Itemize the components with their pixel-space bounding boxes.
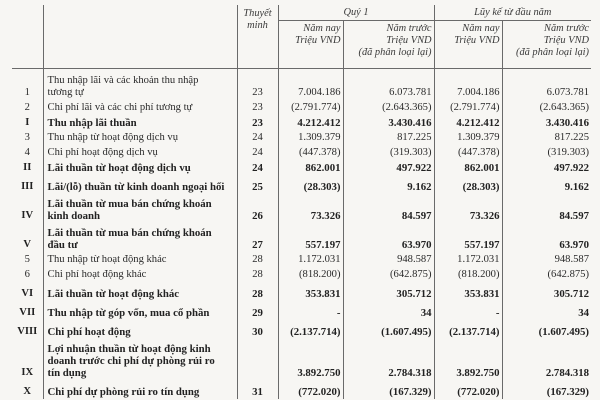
row-description xyxy=(43,252,237,267)
q1-current-value: (818.200) xyxy=(278,267,343,282)
ytd-current-value: 557.197 xyxy=(434,223,502,252)
ytd-current-value: - xyxy=(434,301,502,320)
ytd-previous-value: 9.162 xyxy=(564,181,590,193)
header-number-cell xyxy=(12,5,43,69)
ytd-current-value: (447.378) xyxy=(434,145,502,160)
q1-previous-value: (642.875) xyxy=(343,267,434,282)
q1-current-value: 4.212.412 xyxy=(278,115,343,130)
ytd-previous-value: 497.922 xyxy=(553,162,590,174)
row-description xyxy=(43,223,237,252)
row-note-ref: 26 xyxy=(237,194,278,223)
table-row xyxy=(12,69,591,101)
header-q1-current xyxy=(278,21,343,69)
ytd-current-value: 1.309.379 xyxy=(434,130,502,145)
q1-current-value: 73.326 xyxy=(278,194,343,223)
row-description xyxy=(43,69,237,101)
q1-previous-value: 34 xyxy=(343,301,434,320)
row-note-ref: 29 xyxy=(237,301,278,320)
row-number: 5 xyxy=(12,252,43,267)
row-note-ref: 28 xyxy=(237,252,278,267)
row-description xyxy=(43,115,237,130)
table-row xyxy=(12,301,591,320)
row-number: I xyxy=(12,115,43,130)
ytd-previous-value: 817.225 xyxy=(554,132,590,143)
row-number: IX xyxy=(12,339,43,380)
row-number: X xyxy=(12,380,43,399)
row-note-ref: 23 xyxy=(237,69,278,101)
ytd-current-value: (2.137.714) xyxy=(434,320,502,339)
row-description xyxy=(43,339,237,380)
row-note-ref: 28 xyxy=(237,267,278,282)
row-note-ref: 27 xyxy=(237,223,278,252)
row-description-line: Chi phí dự phòng rủi ro tín dụng xyxy=(47,386,200,398)
header-ytd-current xyxy=(434,21,502,69)
q1-previous-value: (167.329) xyxy=(343,380,434,399)
income-statement-table xyxy=(12,5,591,399)
ytd-current-value: 353.831 xyxy=(434,282,502,301)
ytd-current-value: 73.326 xyxy=(434,194,502,223)
row-note-ref: 24 xyxy=(237,130,278,145)
header-group-q1: Quý 1 xyxy=(278,5,434,21)
row-description xyxy=(43,100,237,115)
ytd-previous-value: (2.643.365) xyxy=(539,102,590,113)
ytd-previous-value: 6.073.781 xyxy=(546,87,590,98)
q1-previous-value: 817.225 xyxy=(343,130,434,145)
q1-current-value: (772.020) xyxy=(278,380,343,399)
row-description-line: Lợi nhuận thuần từ hoạt động kinh xyxy=(47,343,211,355)
row-description-line: Lãi thuần từ hoạt động khác xyxy=(47,288,180,300)
q1-previous-value: 948.587 xyxy=(343,252,434,267)
ytd-current-value: (818.200) xyxy=(434,267,502,282)
ytd-previous-value: (167.329) xyxy=(546,386,590,398)
table-body xyxy=(12,69,591,400)
table-row xyxy=(12,145,591,160)
row-number: II xyxy=(12,160,43,175)
row-description-line: kinh doanh xyxy=(47,210,101,222)
table-row xyxy=(12,100,591,115)
row-description-line: Thu nhập từ góp vốn, mua cổ phần xyxy=(47,307,210,319)
row-number: III xyxy=(12,175,43,194)
q1-current-value: 353.831 xyxy=(278,282,343,301)
header-ytd-current-unit: Triệu VND xyxy=(454,35,500,46)
q1-current-value: (2.791.774) xyxy=(278,100,343,115)
header-ytd-previous xyxy=(502,21,591,69)
row-description-line: Chi phí hoạt động khác xyxy=(47,269,147,280)
row-note-ref: 23 xyxy=(237,100,278,115)
row-description-line: Chi phí hoạt động dịch vụ xyxy=(47,147,158,158)
row-note-ref: 24 xyxy=(237,145,278,160)
row-description-line: tín dụng xyxy=(47,367,87,379)
row-description-line: Thu nhập từ hoạt động dịch vụ xyxy=(47,132,178,143)
row-description xyxy=(43,267,237,282)
header-ytd-previous-year: Năm trước xyxy=(544,23,590,34)
table-row xyxy=(12,223,591,252)
header-note-label: Thuyết minh xyxy=(243,8,272,31)
q1-current-value: - xyxy=(278,301,343,320)
row-description-line: Thu nhập lãi và các khoản thu nhập xyxy=(47,75,199,86)
q1-current-value: 7.004.186 xyxy=(278,69,343,101)
header-q1-previous-year: Năm trước xyxy=(386,23,432,34)
row-description xyxy=(43,160,237,175)
q1-previous-value: 3.430.416 xyxy=(343,115,434,130)
ytd-previous-value: 305.712 xyxy=(553,288,590,300)
ytd-previous-value: 2.784.318 xyxy=(545,367,590,379)
table-row xyxy=(12,194,591,223)
ytd-previous-value: 948.587 xyxy=(554,254,590,265)
header-ytd-previous-note: (đã phân loại lại) xyxy=(515,47,590,58)
q1-previous-value: 2.784.318 xyxy=(343,339,434,380)
q1-current-value: (447.378) xyxy=(278,145,343,160)
ytd-current-value: 862.001 xyxy=(434,160,502,175)
table-row xyxy=(12,175,591,194)
table-row xyxy=(12,115,591,130)
row-description xyxy=(43,282,237,301)
row-description-line: Thu nhập từ hoạt động khác xyxy=(47,254,167,265)
row-description-line: tương tự xyxy=(47,87,84,98)
ytd-previous-value: 3.430.416 xyxy=(545,117,590,129)
row-description-line: Thu nhập lãi thuần xyxy=(47,117,137,129)
table-row xyxy=(12,160,591,175)
q1-current-value: 862.001 xyxy=(278,160,343,175)
header-q1-current-year: Năm nay xyxy=(303,23,341,34)
header-note xyxy=(237,5,278,69)
row-description xyxy=(43,175,237,194)
q1-previous-value: 84.597 xyxy=(343,194,434,223)
header-ytd-previous-unit: Triệu VND xyxy=(543,35,590,46)
ytd-current-value: 4.212.412 xyxy=(434,115,502,130)
row-description xyxy=(43,130,237,145)
row-number: VIII xyxy=(12,320,43,339)
table-row xyxy=(12,130,591,145)
q1-previous-value: (1.607.495) xyxy=(343,320,434,339)
ytd-current-value: (772.020) xyxy=(434,380,502,399)
row-description xyxy=(43,380,237,399)
table-row xyxy=(12,252,591,267)
q1-current-value: 557.197 xyxy=(278,223,343,252)
row-note-ref: 25 xyxy=(237,175,278,194)
ytd-previous-value: 63.970 xyxy=(559,239,590,251)
ytd-previous-value: (642.875) xyxy=(547,269,590,280)
row-number: 3 xyxy=(12,130,43,145)
row-number: V xyxy=(12,223,43,252)
row-description-line: Lãi thuần từ mua bán chứng khoán xyxy=(47,227,212,239)
row-description-line: đầu tư xyxy=(47,239,78,251)
row-number: VII xyxy=(12,301,43,320)
row-note-ref: 30 xyxy=(237,320,278,339)
row-note-ref: 23 xyxy=(237,115,278,130)
row-description-line: Lãi/(lỗ) thuần từ kinh doanh ngoại hối xyxy=(47,181,225,193)
header-q1-current-unit: Triệu VND xyxy=(295,35,341,46)
ytd-current-value: (28.303) xyxy=(434,175,502,194)
ytd-previous-value: (1.607.495) xyxy=(538,326,590,338)
row-description xyxy=(43,320,237,339)
q1-previous-value: 6.073.781 xyxy=(343,69,434,101)
header-description-cell xyxy=(43,5,237,69)
row-note-ref: 28 xyxy=(237,282,278,301)
q1-current-value: (2.137.714) xyxy=(278,320,343,339)
header-ytd-current-year: Năm nay xyxy=(462,23,500,34)
header-q1-previous-unit: Triệu VND xyxy=(386,35,432,46)
row-description-line: Lãi thuần từ hoạt động dịch vụ xyxy=(47,162,191,174)
row-number: 6 xyxy=(12,267,43,282)
ytd-current-value: 3.892.750 xyxy=(434,339,502,380)
ytd-current-value: (2.791.774) xyxy=(434,100,502,115)
row-number: VI xyxy=(12,282,43,301)
q1-previous-value: 305.712 xyxy=(343,282,434,301)
q1-current-value: 3.892.750 xyxy=(278,339,343,380)
table-row xyxy=(12,282,591,301)
q1-previous-value: (319.303) xyxy=(343,145,434,160)
q1-previous-value: (2.643.365) xyxy=(343,100,434,115)
ytd-current-value: 1.172.031 xyxy=(434,252,502,267)
ytd-previous-value: 84.597 xyxy=(559,210,590,222)
ytd-previous-value: 34 xyxy=(578,307,590,319)
row-note-ref: 31 xyxy=(237,380,278,399)
ytd-previous-value: (319.303) xyxy=(547,147,590,158)
row-description xyxy=(43,145,237,160)
row-number: 2 xyxy=(12,100,43,115)
table-row xyxy=(12,267,591,282)
table-row xyxy=(12,320,591,339)
row-description xyxy=(43,301,237,320)
row-note-ref: 24 xyxy=(237,160,278,175)
q1-previous-value: 9.162 xyxy=(343,175,434,194)
q1-current-value: 1.172.031 xyxy=(278,252,343,267)
row-number: IV xyxy=(12,194,43,223)
q1-current-value: (28.303) xyxy=(278,175,343,194)
row-description-line: Lãi thuần từ mua bán chứng khoán xyxy=(47,198,212,210)
q1-previous-value: 497.922 xyxy=(343,160,434,175)
header-q1-previous xyxy=(343,21,434,69)
row-number: 1 xyxy=(12,69,43,101)
q1-previous-value: 63.970 xyxy=(343,223,434,252)
row-number: 4 xyxy=(12,145,43,160)
header-group-ytd: Lũy kế từ đầu năm xyxy=(434,5,591,21)
table-row xyxy=(12,339,591,380)
table-row xyxy=(12,380,591,399)
row-description xyxy=(43,194,237,223)
header-q1-previous-note: (đã phân loại lại) xyxy=(358,47,432,58)
q1-current-value: 1.309.379 xyxy=(278,130,343,145)
row-note-ref xyxy=(237,339,278,380)
row-description-line: Chi phí hoạt động xyxy=(47,326,131,338)
row-description-line: Chi phí lãi và các chi phí tương tự xyxy=(47,102,193,113)
ytd-current-value: 7.004.186 xyxy=(434,69,502,101)
row-description-line: doanh trước chi phí dự phòng rủi ro xyxy=(47,355,215,367)
